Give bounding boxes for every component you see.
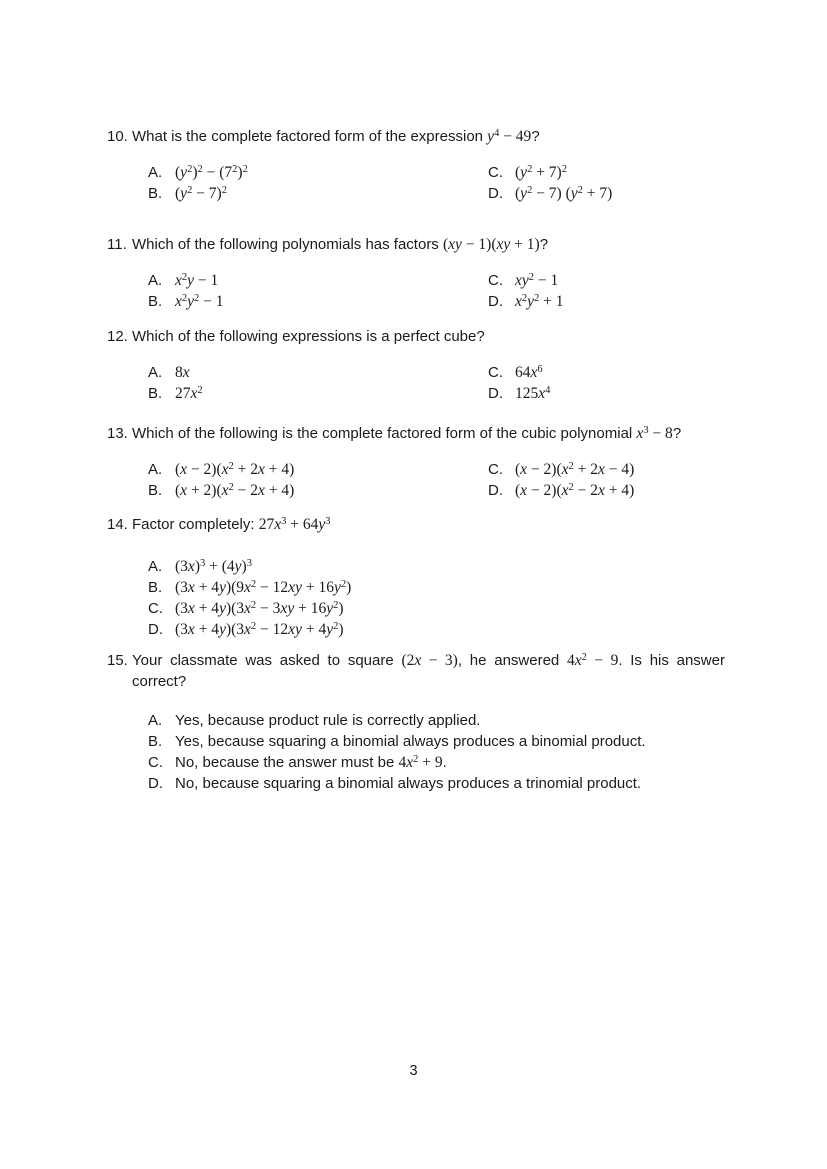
- choice-label: B.: [148, 482, 163, 499]
- choice-d: [488, 183, 727, 204]
- stem-math: (2x − 3): [401, 652, 458, 669]
- question-14: [107, 514, 727, 640]
- choice-c: [488, 362, 727, 383]
- page-number: 3: [409, 1063, 418, 1079]
- choice-label: A.: [148, 364, 163, 381]
- choice-label: D.: [148, 621, 163, 638]
- choice-label: C.: [148, 600, 163, 617]
- choices-column-left: [148, 162, 488, 204]
- choice-math: $x^2y^2 + 1$: [515, 293, 564, 310]
- stem-text: ?: [672, 425, 682, 442]
- choice-math: $(y^2 + 7)^2$: [515, 164, 567, 181]
- stem-text: Which of the following polynomials has factors: [132, 236, 443, 253]
- stem-text: Which of the following is the complete factored form of the cubic polynomial: [132, 425, 637, 442]
- question-stem: [132, 514, 727, 535]
- choice-label: D.: [488, 293, 503, 310]
- question-11: [107, 234, 727, 312]
- choice-a: [148, 270, 488, 291]
- choice-math: 8x: [175, 364, 190, 381]
- choice-d: [488, 291, 727, 312]
- choice-math: $(3x + 4y)(9x^2 - 12xy + 16y^2)$: [175, 579, 352, 596]
- choice-text: No, because the answer must be: [175, 754, 399, 771]
- question-13: [107, 423, 727, 501]
- stem-text: . Is his answer correct?: [132, 652, 725, 690]
- question-number: 14.: [107, 516, 128, 533]
- question-12: [107, 326, 727, 404]
- choice-label: C.: [488, 164, 503, 181]
- question-10: [107, 126, 727, 204]
- question-stem: [132, 650, 725, 692]
- choice-text: .: [442, 754, 447, 771]
- choice-a: [148, 556, 727, 577]
- choice-label: A.: [148, 272, 163, 289]
- choice-d: [488, 383, 727, 404]
- question-number: 15.: [107, 652, 128, 669]
- choice-math: $125x^4$: [515, 385, 551, 402]
- choice-label: C.: [488, 461, 503, 478]
- choice-math: $27x^2$: [175, 385, 203, 402]
- choice-math: $(y^2 - 7) (y^2 + 7)$: [515, 185, 613, 202]
- question-number: 10.: [107, 128, 128, 145]
- choice-c: [488, 270, 727, 291]
- question-15: [107, 650, 727, 794]
- choice-label: B.: [148, 733, 163, 750]
- choice-label: C.: [148, 754, 163, 771]
- choice-label: D.: [148, 775, 163, 792]
- choice-math: $(3x)^3 + (4y)^3$: [175, 558, 252, 575]
- choice-c: [148, 598, 727, 619]
- choice-b: [148, 480, 488, 501]
- choice-b: [148, 731, 727, 752]
- choice-a: [148, 162, 488, 183]
- choice-c: [488, 459, 727, 480]
- stem-math: $x^3 - 8$: [636, 425, 673, 442]
- choice-a: [148, 362, 488, 383]
- stem-text: What is the complete factored form of the expression: [132, 128, 488, 145]
- choice-text: Yes, because product rule is correctly applied.: [175, 712, 481, 729]
- choice-c: [148, 752, 727, 773]
- choices-list: [107, 556, 727, 640]
- choice-math: $(x - 2)(x^2 - 2x + 4)$: [515, 482, 635, 499]
- choice-label: A.: [148, 461, 163, 478]
- choice-label: C.: [488, 272, 503, 289]
- stem-text: Your classmate was asked to square: [132, 652, 402, 669]
- stem-text: ?: [539, 236, 549, 253]
- choices-column-left: [148, 270, 488, 312]
- choice-d: [148, 619, 727, 640]
- choice-a: [148, 459, 488, 480]
- choices-column-left: [148, 459, 488, 501]
- choice-math: $(x + 2)(x^2 - 2x + 4)$: [175, 482, 295, 499]
- stem-math: $y^4 - 49$: [487, 128, 532, 145]
- choice-label: B.: [148, 579, 163, 596]
- question-number: 11.: [107, 236, 127, 253]
- choice-label: A.: [148, 712, 163, 729]
- choice-math: $(y^2)^2 - (7^2)^2$: [175, 164, 248, 181]
- choice-math: $64x^6$: [515, 364, 543, 381]
- choice-math: $(y^2 - 7)^2$: [175, 185, 227, 202]
- choice-math: $4x^2 + 9$: [398, 754, 443, 771]
- choice-d: [488, 480, 727, 501]
- choice-label: D.: [488, 185, 503, 202]
- stem-math: (xy − 1)(xy + 1): [442, 236, 540, 253]
- choices-column-right: [488, 162, 727, 204]
- question-stem: [132, 326, 727, 347]
- choice-math: $(3x + 4y)(3x^2 - 12xy + 4y^2)$: [175, 621, 344, 638]
- choices-list: [107, 162, 727, 204]
- choice-text: Yes, because squaring a binomial always produces a binomial product.: [175, 733, 646, 750]
- choice-label: A.: [148, 164, 163, 181]
- question-stem: [132, 234, 727, 255]
- choices-column-left: [148, 362, 488, 404]
- choice-b: [148, 383, 488, 404]
- question-stem: [132, 126, 727, 147]
- choice-d: [148, 773, 727, 794]
- question-number: 13.: [107, 425, 128, 442]
- choices-list: [107, 270, 727, 312]
- choice-label: D.: [488, 482, 503, 499]
- choices-column-right: [488, 362, 727, 404]
- stem-math: $4x^2 - 9$: [567, 652, 619, 669]
- stem-text: Factor completely:: [132, 516, 259, 533]
- choice-label: D.: [488, 385, 503, 402]
- choice-label: B.: [148, 185, 163, 202]
- choices-column-right: [488, 459, 727, 501]
- choice-label: B.: [148, 293, 163, 310]
- choices-column-right: [488, 270, 727, 312]
- choice-b: [148, 183, 488, 204]
- choices-list: [107, 362, 727, 404]
- stem-text: Which of the following expressions is a perfect cube?: [132, 328, 485, 345]
- choice-b: [148, 577, 727, 598]
- stem-text: , he answered: [457, 652, 568, 669]
- question-number: 12.: [107, 328, 128, 345]
- choices-list: [107, 459, 727, 501]
- choice-math: $x^2y - 1$: [175, 272, 219, 289]
- choice-math: $(3x + 4y)(3x^2 - 3xy + 16y^2)$: [175, 600, 344, 617]
- choice-a: [148, 710, 727, 731]
- choice-math: $xy^2 - 1$: [515, 272, 559, 289]
- stem-text: ?: [531, 128, 540, 145]
- choice-label: B.: [148, 385, 163, 402]
- choices-list: [107, 710, 727, 794]
- choice-math: $(x - 2)(x^2 + 2x - 4)$: [515, 461, 635, 478]
- choice-math: $x^2y^2 - 1$: [175, 293, 224, 310]
- choice-text: No, because squaring a binomial always produces a trinomial product.: [175, 775, 642, 792]
- choice-b: [148, 291, 488, 312]
- stem-math: $27x^3 + 64y^3$: [258, 516, 331, 533]
- choice-label: A.: [148, 558, 163, 575]
- question-stem: [132, 423, 727, 444]
- choice-math: $(x - 2)(x^2 + 2x + 4)$: [175, 461, 295, 478]
- choice-c: [488, 162, 727, 183]
- choice-label: C.: [488, 364, 503, 381]
